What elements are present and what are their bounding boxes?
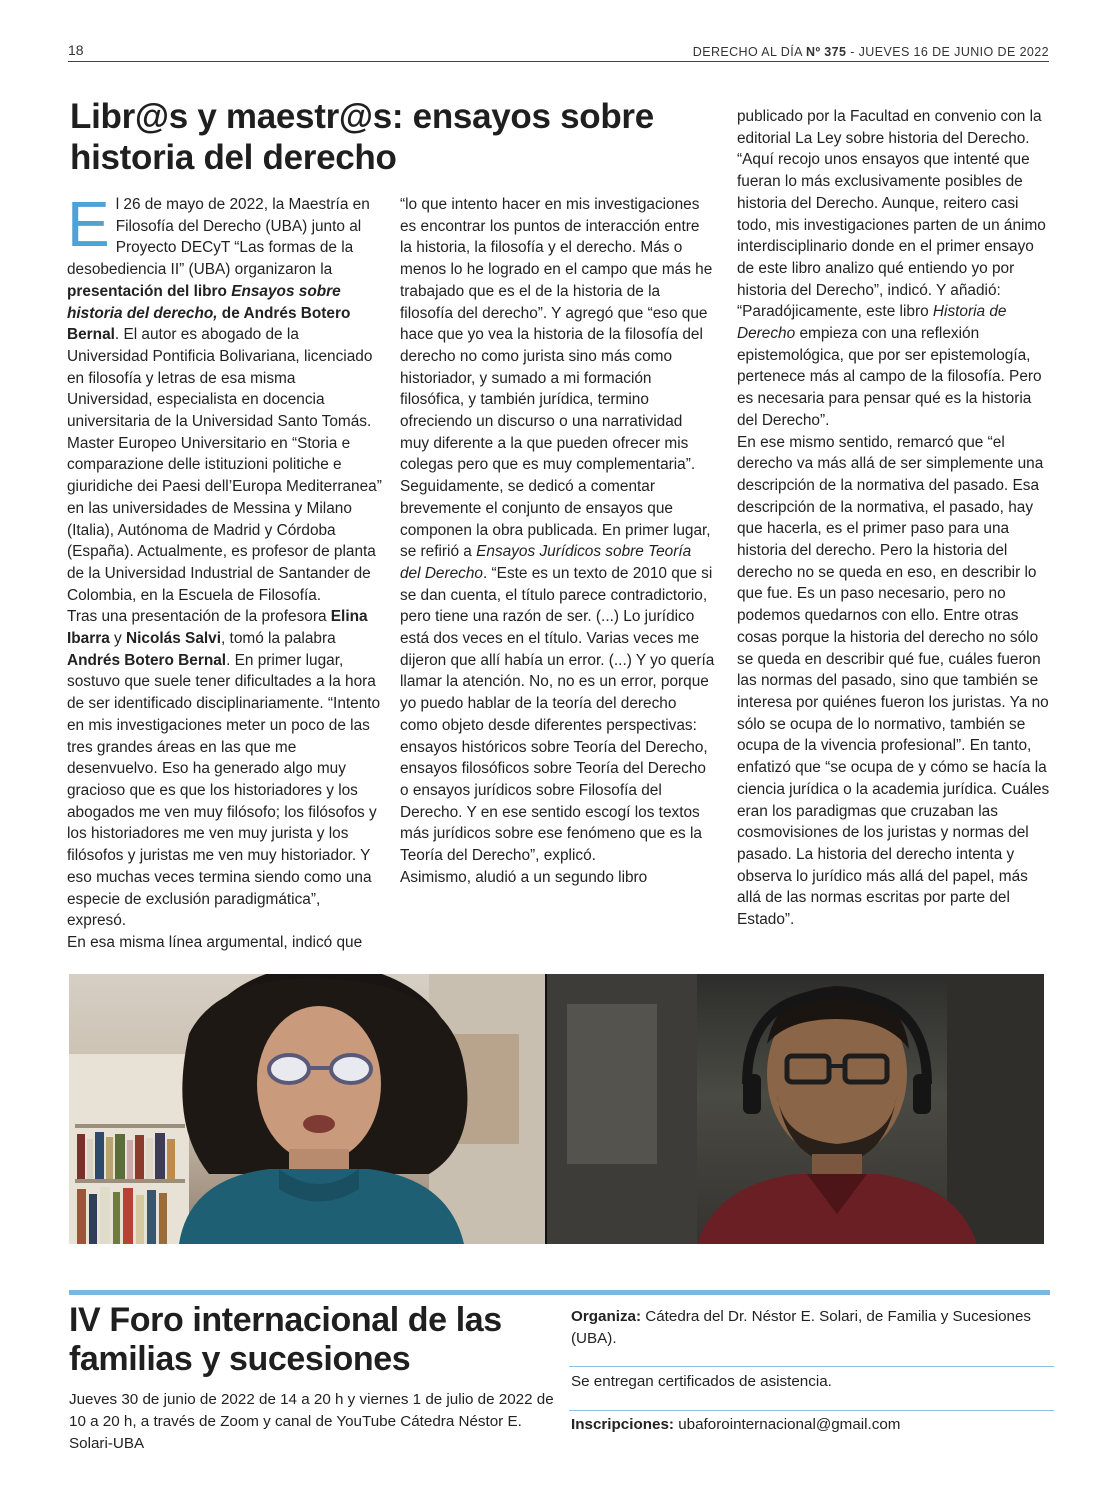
author-name: de Andrés Botero Bernal bbox=[67, 304, 351, 344]
text-run: presentación del libro bbox=[67, 282, 232, 300]
drop-cap: E bbox=[67, 188, 110, 260]
article-paragraph bbox=[67, 188, 382, 606]
text-run: empieza con una reflexión epistemológica, que por ser epistemología, pertenece más al campo de la filosofía. Pero es necesaria para pensar qué es la historia del Derecho”. bbox=[737, 325, 1042, 429]
article-column-1 bbox=[67, 188, 382, 954]
photo-panel-speaker-left bbox=[69, 974, 545, 1244]
text-run: . En primer lugar, sostuvo que suele tener dificultades a la hora de ser identificado disciplinariamente. “Intento en mis investigaciones meter un poco de las tres grandes áreas en las que me desenvuelvo. Eso ha generado algo muy gracioso que es que los historiadores y los abogados me ven muy filósofo; los filósofos y los historiadores me ven muy jurista y los filósofos y juristas me ven muy historiador. Y eso muchas veces termina siendo como una especie de exclusión paradigmática”, expresó. bbox=[67, 651, 381, 930]
article-paragraph: En esa misma línea argumental, indicó que bbox=[67, 933, 363, 951]
article-title: Libr@s y maestr@s: ensayos sobre historia del derecho bbox=[70, 97, 654, 177]
issue-date: - JUEVES 16 DE JUNIO DE 2022 bbox=[850, 45, 1049, 59]
video-call-photo bbox=[69, 974, 1044, 1244]
publication-name: DERECHO AL DÍA bbox=[692, 45, 803, 59]
foro-title: IV Foro internacional de las familias y sucesiones bbox=[69, 1301, 502, 1378]
foro-inscripciones bbox=[571, 1414, 1053, 1436]
text-run: Ensayos sobre historia del derecho, bbox=[67, 282, 341, 322]
speaker-right-illustration bbox=[547, 974, 1044, 1244]
inscripciones-email[interactable]: ubaforointernacional@gmail.com bbox=[673, 1416, 901, 1433]
organiza-text: Cátedra del Dr. Néstor E. Solari, de Familia y Sucesiones (UBA). bbox=[571, 1308, 1032, 1347]
text-run: . El autor es abogado de la Universidad Pontificia Bolivariana, licenciado en filosofía y letras de esa misma Universidad, especialista en docencia universitaria de la Universidad Santo Tomás. Master Europeo Universitario en “Storia e comparazione delle istituzioni politiche e giuridiche dei Paesi dell’Europa Mediterranea” en las universidades de Messina y Milano (Italia), Autónoma de Madrid y Córdoba (España). Actualmente, es profesor de planta de la Universidad Industrial de Santander de Colombia, en la Escuela de Filosofía. bbox=[67, 326, 382, 604]
section-divider bbox=[69, 1290, 1050, 1295]
page-number: 18 bbox=[68, 42, 84, 58]
book-title: Ensayos Jurídicos sobre Teoría del Derecho bbox=[400, 543, 692, 582]
article-paragraph: Asimismo, aludió a un segundo libro bbox=[400, 868, 648, 886]
info-rule bbox=[569, 1366, 1054, 1367]
issue-number: Nº 375 bbox=[806, 45, 847, 59]
person-name: Elina Ibarra bbox=[67, 608, 368, 648]
person-name: Nicolás Salvi bbox=[126, 630, 221, 648]
text-run: l 26 de mayo de 2022, la Maestría en Filosofía del Derecho (UBA) junto al Proyecto DECyT “Las formas de la desobediencia II” (UBA) organizaron la bbox=[67, 196, 370, 279]
text-run: publicado por la Facultad en convenio con la editorial La Ley sobre historia del Derecho. “Aquí recojo unos ensayos que intenté que fueran lo más exclusivamente posibles de historia del Derecho. Aunque, reitero casi todo, mis investigaciones parten de un ánimo interdisciplinario donde en el primer ensayo de este libro analizo qué entiendo yo por historia del Derecho”, indicó. Y añadió: “Paradójicamente, este libro bbox=[737, 108, 1046, 321]
foro-organiza bbox=[571, 1306, 1053, 1350]
article-paragraph: En ese mismo sentido, remarcó que “el derecho va más allá de ser simplemente una descripción de la normativa del pasado. Esa descripción de la normativa, el pasado, hay que hacerla, es el primer paso para una historia del derecho. Pero la historia del derecho no se queda en eso, en describir lo que fue. Es un paso necesario, pero no podemos quedarnos con ello. Entre otras cosas porque la historia del derecho no sólo se queda en describir qué fue, cuáles fueron las normas del pasado, sino que también se interesa por quiénes fueron los juristas. Ya no sólo se ocupa de lo normativo, también se ocupa de la vivencia profesional”. En tanto, enfatizó que “se ocupa de y cómo se hacía la ciencia jurídica o la academia jurídica. Cuáles eran los paradigmas que cruzaban las cosmovisiones de los juristas y normas del pasado. La historia del derecho intenta y observa lo jurídico más allá del papel, más allá de las normas escritas por parte del Estado”. bbox=[737, 433, 1050, 929]
article-column-2 bbox=[400, 194, 715, 889]
organiza-label: Organiza: bbox=[571, 1308, 642, 1325]
article-paragraph: “lo que intento hacer en mis investigaciones es encontrar los puntos de interacción entre la historia, la filosofía y el derecho. Más o menos lo he logrado en el campo que más he trabajado que es el de la historia de la filosofía del derecho”. Y agregó que “eso que hace que yo vea la historia de la filosofía del derecho no como jurista sino más como historiador, y sumado a mi formación filosófica, y también jurídica, termino ofreciendo un discurso o una narratividad muy diferente a la que pueden ofrecer mis colegas pero que es muy complementaria”. bbox=[400, 196, 713, 474]
photo-panel-speaker-right bbox=[547, 974, 1044, 1244]
text-run: Seguidamente, se dedicó a comentar brevemente el conjunto de ensayos que componen la obra publicada. En primer lugar, se refirió a bbox=[400, 478, 711, 561]
text-run: y bbox=[109, 630, 127, 648]
book-title: Historia de Derecho bbox=[737, 303, 1007, 343]
person-name: Andrés Botero Bernal bbox=[67, 651, 227, 669]
text-run: , tomó la palabra bbox=[221, 630, 336, 648]
text-run: . “Este es un texto de 2010 que si se dan cuenta, el título parece contradictorio, pero tiene una razón de ser. (...) Lo jurídico está dos veces en el título. Varias veces me dijeron que allí había un error. (...) Y yo quería llamar la atención. No, no es un error, porque yo puedo hablar de la teoría del derecho como objeto desde diferentes perspectivas: ensayos históricos sobre Teoría del Derecho, ensayos filosóficos sobre Teoría del Derecho o ensayos jurídicos sobre Filosofía del Derecho. Y en ese sentido escogí los textos más jurídicos sobre ese fenómeno que es la Teoría del Derecho”, explicó. bbox=[400, 564, 715, 865]
info-rule bbox=[569, 1410, 1054, 1411]
foro-description: Jueves 30 de junio de 2022 de 14 a 20 h y viernes 1 de julio de 2022 de 10 a 20 h, a través de Zoom y canal de YouTube Cátedra Néstor E. Solari-UBA bbox=[69, 1391, 554, 1452]
publication-header bbox=[693, 45, 1049, 59]
article-column-3 bbox=[737, 106, 1052, 931]
header-rule bbox=[68, 61, 1049, 62]
text-run: Tras una presentación de la profesora bbox=[67, 608, 331, 626]
article-paragraph bbox=[737, 106, 1052, 432]
inscripciones-label: Inscripciones: bbox=[571, 1416, 674, 1433]
speaker-left-illustration bbox=[69, 974, 545, 1244]
article-paragraph bbox=[400, 476, 715, 867]
foro-certificados: Se entregan certificados de asistencia. bbox=[571, 1373, 832, 1390]
article-paragraph bbox=[67, 606, 382, 932]
